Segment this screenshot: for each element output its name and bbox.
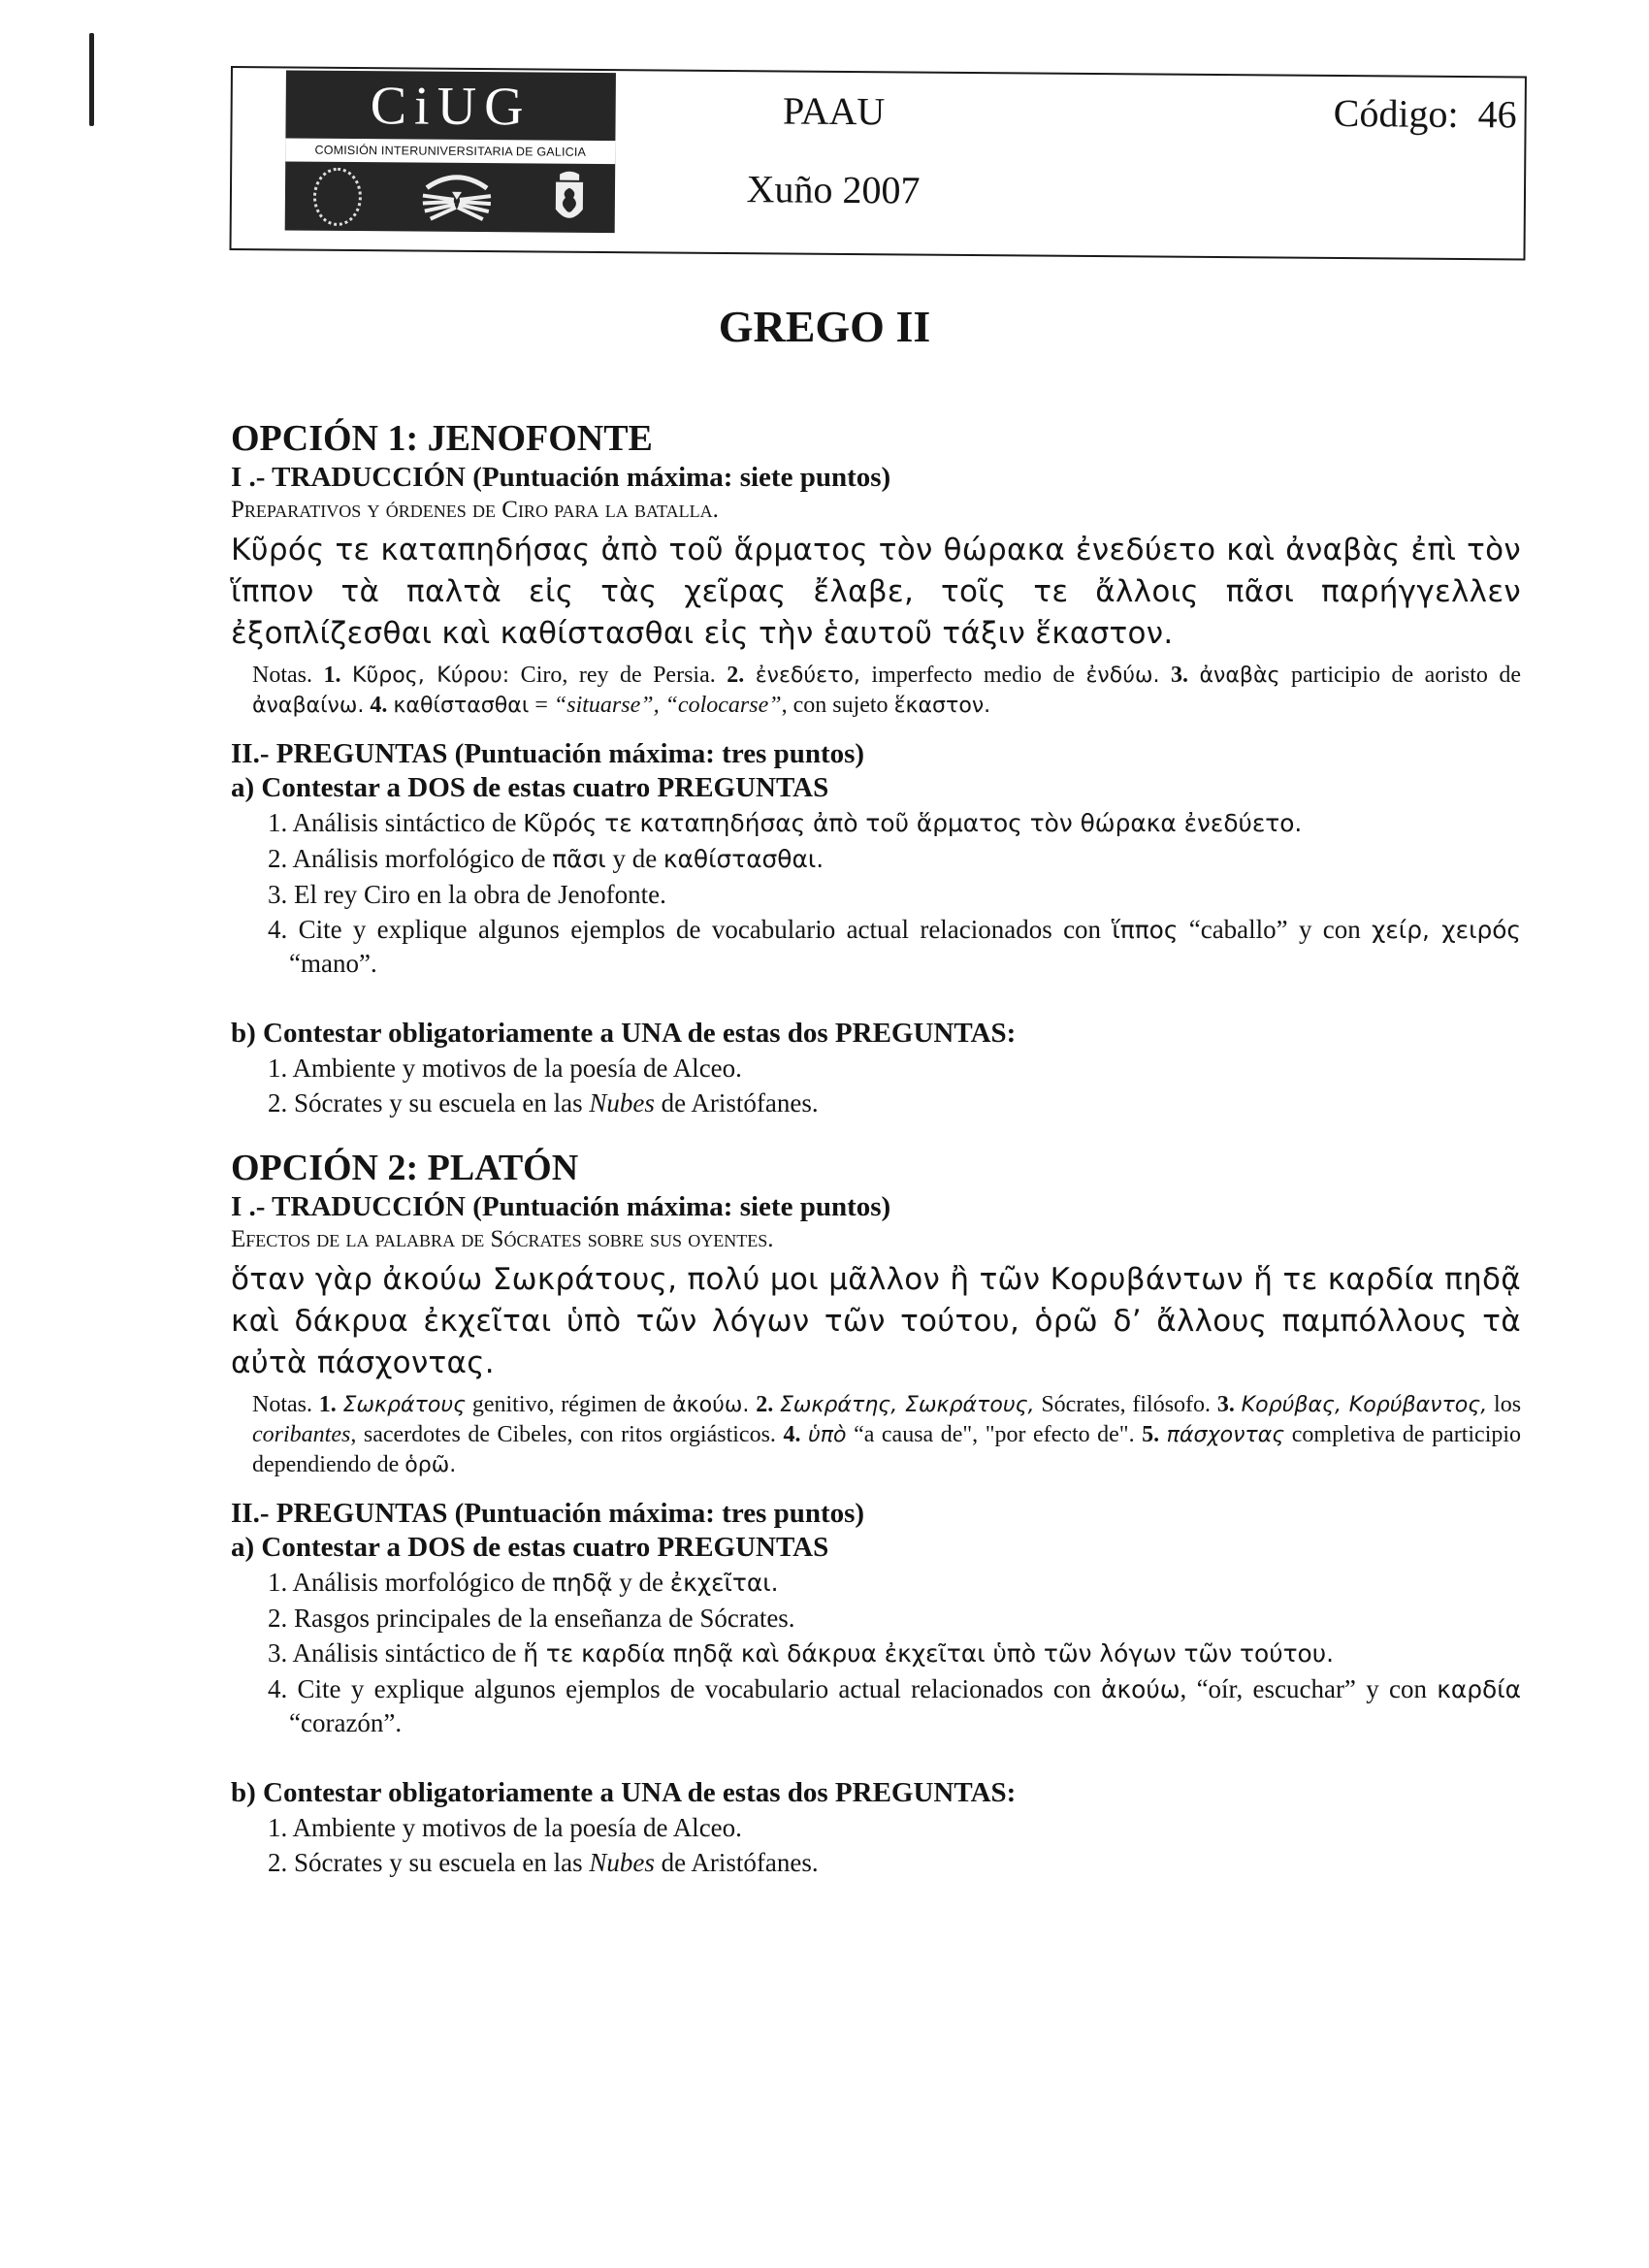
question-number: 1.	[268, 1813, 288, 1842]
question-item	[268, 1672, 1521, 1739]
greek-passage: Κῦρός τε καταπηδήσας ἀπὸ τοῦ ἅρματος τὸν θώρακα ἐνεδύετο καὶ ἀναβὰς ἐπὶ τὸν ἵππον τὰ παλτὰ εἰς τὰς χεῖρας ἔλαβε, τοῖς τε ἄλλοις πᾶσι παρήγγελλεν ἐξοπλίζεσθαι καὶ καθίστασθαι εἰς τὴν ἑαυτοῦ τάξιν ἕκαστον.	[231, 533, 1521, 651]
question-greek: χείρ, χειρός	[1372, 916, 1521, 944]
note-text: participio de aoristo de	[1279, 663, 1522, 688]
question-text: , “oír, escuchar” y con	[1180, 1674, 1438, 1703]
note-text: imperfecto medio de	[859, 663, 1086, 688]
question-number: 4.	[268, 1674, 288, 1703]
ciug-logo	[285, 70, 616, 233]
logo-subtitle: COMISIÓN INTERUNIVERSITARIA DE GALICIA	[285, 138, 615, 164]
exam-session: Xuño 2007	[746, 167, 921, 212]
note-greek-term: ἀναβὰς	[1199, 664, 1280, 688]
questions-heading: II.- PREGUNTAS (Puntuación máxima: tres puntos)	[231, 1498, 865, 1529]
question-text: Rasgos principales de la enseñanza de Sócrates.	[294, 1604, 795, 1633]
translation-heading: I .- TRADUCCIÓN (Puntuación máxima: siete puntos)	[231, 1191, 891, 1222]
note-text: “a causa de", "por efecto de".	[846, 1422, 1135, 1447]
question-greek: ἀκούω	[1101, 1675, 1180, 1703]
question-item	[268, 1636, 1521, 1670]
question-italic: Nubes	[589, 1848, 655, 1877]
note-number: 5.	[1142, 1422, 1160, 1447]
question-number: 2.	[268, 1604, 288, 1633]
question-item	[268, 913, 1521, 980]
question-group-title: a) Contestar a DOS de estas cuatro PREGUNTAS	[231, 1532, 829, 1563]
note-number: 1.	[318, 1392, 337, 1417]
question-item	[268, 1052, 1521, 1085]
note-greek-term: Σωκράτης, Σωκράτους,	[779, 1393, 1035, 1417]
note-text: Ciro, rey de Persia.	[509, 663, 716, 688]
question-text: Ambiente y motivos de la poesía de Alceo.	[292, 1813, 742, 1842]
question-text: Cite y explique algunos ejemplos de vocabulario actual relacionados con	[297, 1674, 1102, 1703]
greek-passage: ὅταν γὰρ ἀκούω Σωκράτους, πολύ μοι μᾶλλον ἢ τῶν Κορυβάντων ἥ τε καρδία πηδᾷ καὶ δάκρυα ἐκχεῖται ὑπὸ τῶν λόγων τῶν τούτου, ὁρῶ δ’ ἄλλους παμπόλλους τὰ αὐτὰ πάσχοντας.	[231, 1262, 1521, 1380]
note-greek-term: Κορύβας, Κορύβαντος,	[1241, 1393, 1488, 1417]
note-greek-term: καθίστασθαι	[393, 694, 530, 718]
question-group-title: a) Contestar a DOS de estas cuatro PREGUNTAS	[231, 772, 829, 803]
question-greek: καρδία	[1437, 1675, 1521, 1703]
question-italic: Nubes	[589, 1088, 655, 1118]
logo-acronym: CiUG	[370, 76, 532, 138]
question-item	[268, 806, 1521, 840]
question-number: 4.	[268, 915, 288, 944]
note-greek-term: Σωκράτους	[342, 1393, 467, 1417]
question-item	[268, 1811, 1521, 1844]
note-greek-term: ἐνεδύετο,	[755, 664, 860, 688]
note-number: 4.	[783, 1422, 801, 1447]
question-greek: πηδᾷ	[552, 1569, 613, 1597]
note-italic: coribantes	[252, 1422, 351, 1447]
page-title: GREGO II	[718, 302, 931, 351]
question-number: 1.	[268, 1568, 288, 1597]
question-greek: ἥ τε καρδία πηδᾷ καὶ δάκρυα ἐκχεῖται ὑπὸ τῶν λόγων τῶν τούτου.	[523, 1639, 1334, 1668]
note-greek-term: ἐνδύω.	[1085, 664, 1160, 688]
question-number: 1.	[268, 808, 288, 837]
question-number: 2.	[268, 1088, 288, 1118]
note-greek-term: Κῦρος, Κύρου:	[351, 664, 510, 688]
question-item	[268, 1086, 1521, 1119]
translation-subtitle: Efectos de la palabra de Sócrates sobre sus oyentes.	[231, 1226, 774, 1252]
question-text: El rey Ciro en la obra de Jenofonte.	[294, 880, 666, 909]
exam-code	[1334, 90, 1517, 137]
spacer	[231, 980, 1521, 1017]
spacer	[231, 1739, 1521, 1776]
question-text: y de	[605, 844, 663, 873]
option-title: OPCIÓN 1: JENOFONTE	[231, 418, 653, 459]
question-number: 1.	[268, 1053, 288, 1083]
question-text: Análisis morfológico de	[292, 844, 553, 873]
spacer	[231, 721, 1521, 736]
question-number: 2.	[268, 1848, 288, 1877]
question-group-title: b) Contestar obligatoriamente a UNA de estas dos PREGUNTAS:	[231, 1018, 1017, 1049]
question-text: Sócrates y su escuela en las	[294, 1848, 590, 1877]
exam-content	[231, 417, 1521, 1879]
note-number: 4.	[370, 693, 388, 718]
question-text: “corazón”.	[289, 1708, 403, 1737]
question-number: 3.	[268, 1638, 288, 1668]
note-greek-term: ἀκούω.	[672, 1393, 750, 1417]
exam-header	[230, 66, 1527, 260]
notes-label: Notas.	[252, 1392, 312, 1417]
galicia-shell-icon	[419, 171, 495, 226]
question-greek: ἐκχεῖται.	[669, 1569, 779, 1597]
note-text: , sacerdotes de Cibeles, con ritos orgiásticos.	[350, 1422, 776, 1447]
note-text: , con sujeto	[781, 693, 894, 718]
spacer	[231, 1119, 1521, 1147]
code-value: 46	[1477, 92, 1517, 137]
scan-artifact-mark	[89, 33, 94, 126]
question-number: 3.	[268, 880, 288, 909]
note-text: =	[529, 693, 554, 718]
question-text: Análisis morfológico de	[292, 1568, 553, 1597]
question-greek: Κῦρός τε καταπηδήσας ἀπὸ τοῦ ἅρματος τὸν θώρακα ἐνεδύετο.	[523, 809, 1303, 837]
question-text: Ambiente y motivos de la poesía de Alceo.	[292, 1053, 742, 1083]
note-text: genitivo, régimen de	[466, 1392, 673, 1417]
exam-option-1	[231, 417, 1521, 1119]
option-title: OPCIÓN 2: PLATÓN	[231, 1148, 579, 1188]
question-text: Cite y explique algunos ejemplos de vocabulario actual relacionados con	[298, 915, 1113, 944]
question-text: de Aristófanes.	[654, 1088, 819, 1118]
exam-option-2	[231, 1119, 1521, 1879]
question-text: y de	[612, 1568, 670, 1597]
code-label: Código:	[1333, 90, 1459, 136]
translation-notes	[252, 1390, 1521, 1480]
note-greek-term: ὁρῶ.	[404, 1453, 457, 1477]
question-greek: καθίστασθαι.	[663, 845, 824, 873]
question-text: de Aristófanes.	[654, 1848, 819, 1877]
question-item	[268, 1846, 1521, 1879]
translation-notes	[252, 661, 1521, 721]
translation-heading: I .- TRADUCCIÓN (Puntuación máxima: siete puntos)	[231, 462, 891, 493]
note-number: 3.	[1171, 663, 1188, 688]
question-text: “mano”.	[289, 949, 377, 978]
exam-name: PAAU	[782, 88, 886, 134]
note-greek-term: ὑπὸ	[807, 1423, 847, 1447]
question-text: Análisis sintáctico de	[292, 808, 524, 837]
question-item	[268, 842, 1521, 876]
question-item	[268, 878, 1521, 911]
question-greek: πᾶσι	[552, 845, 606, 873]
eu-stars-icon	[313, 168, 362, 226]
questions-heading: II.- PREGUNTAS (Puntuación máxima: tres puntos)	[231, 738, 865, 769]
note-greek-term: ἕκαστον.	[893, 694, 991, 718]
question-greek: ἵππος	[1112, 916, 1179, 944]
translation-subtitle: Preparativos y órdenes de Ciro para la batalla.	[231, 497, 719, 523]
note-greek-term: πάσχοντας	[1166, 1423, 1285, 1447]
question-text: Análisis sintáctico de	[292, 1638, 524, 1668]
question-text: Sócrates y su escuela en las	[294, 1088, 590, 1118]
note-greek-term: ἀναβαίνω.	[252, 694, 365, 718]
note-text: completiva de participio dependiendo de	[252, 1422, 1522, 1477]
note-number: 1.	[323, 663, 341, 688]
note-number: 2.	[756, 1392, 774, 1417]
note-text: Sócrates, filósofo.	[1034, 1392, 1212, 1417]
spacer	[231, 1480, 1521, 1496]
note-number: 3.	[1216, 1392, 1235, 1417]
note-text: los	[1487, 1392, 1522, 1417]
question-text: “caballo” y con	[1178, 915, 1373, 944]
notes-label: Notas.	[252, 663, 312, 688]
question-item	[268, 1602, 1521, 1635]
note-italic: “situarse”, “colocarse”	[553, 693, 782, 718]
note-number: 2.	[727, 663, 745, 688]
coat-of-arms-icon	[551, 171, 586, 227]
question-item	[268, 1566, 1521, 1600]
question-group-title: b) Contestar obligatoriamente a UNA de estas dos PREGUNTAS:	[231, 1777, 1017, 1808]
question-number: 2.	[268, 844, 288, 873]
